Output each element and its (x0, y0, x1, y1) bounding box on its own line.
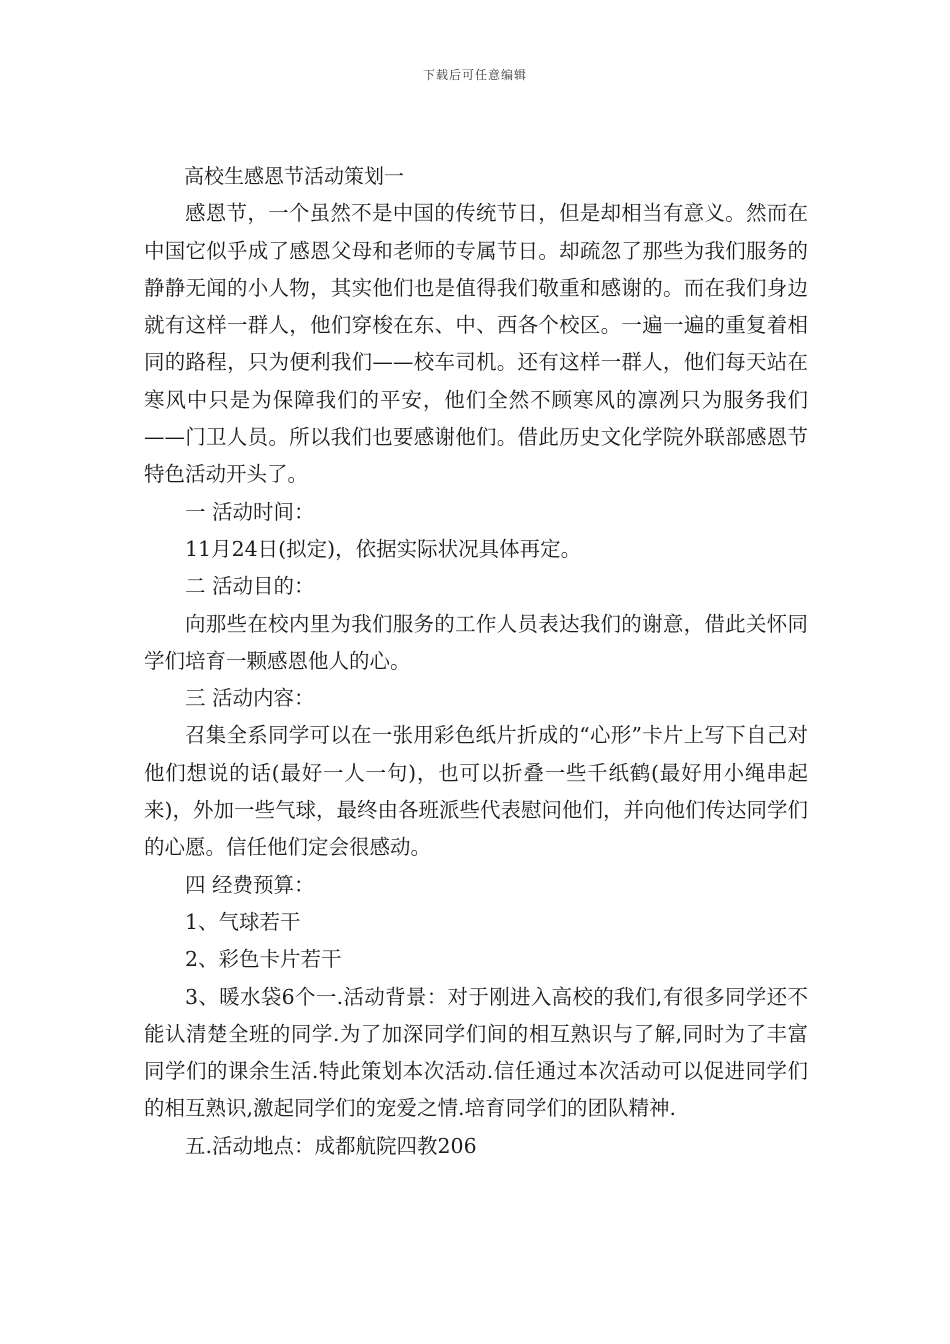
section-heading-content: 三 活动内容： (185, 686, 315, 711)
paragraph-location: 五.活动地点：成都航院四教206 (185, 1133, 477, 1158)
list-item-budget-2: 2、彩色卡片若干 (185, 947, 342, 972)
paragraph-content: 召集全系同学可以在一张用彩色纸片折成的“心形”卡片上写下自己对他们想说的话(最好一人一句)，也可以折叠一些千纸鹤(最好用小绳串起来)，外加一些气球，最终由各班派些代表慰问他们，并向他们传达同学们的心愿。信任他们定会很感动。 (144, 723, 808, 860)
list-item-budget-3: 3、暖水袋6个一.活动背景：对于刚进入高校的我们,有很多同学还不能认清楚全班的同学.为了加深同学们间的相互熟识与了解,同时为了丰富同学们的课余生活.特此策划本次活动.信任通过本次活动可以促进同学们的相互熟识,激起同学们的宠爱之情.培育同学们的团队精神. (144, 984, 808, 1121)
list-item-budget-1: 1、气球若干 (185, 909, 301, 934)
paragraph-intro: 感恩节，一个虽然不是中国的传统节日，但是却相当有意义。然而在中国它似乎成了感恩父母和老师的专属节日。却疏忽了那些为我们服务的静静无闻的小人物，其实他们也是值得我们敬重和感谢的。而在我们身边就有这样一群人，他们穿梭在东、中、西各个校区。一遍一遍的重复着相同的路程，只为便利我们——校车司机。还有这样一群人，他们每天站在寒风中只是为保障我们的平安，他们全然不顾寒风的凛冽只为服务我们——门卫人员。所以我们也要感谢他们。借此历史文化学院外联部感恩节特色活动开头了。 (144, 201, 808, 487)
section-heading-time: 一 活动时间： (185, 499, 315, 524)
paragraph-purpose: 向那些在校内里为我们服务的工作人员表达我们的谢意，借此关怀同学们培育一颗感恩他人的心。 (144, 611, 808, 673)
document-body (144, 158, 808, 1165)
paragraph-time: 11月24日(拟定)，依据实际状况具体再定。 (185, 536, 582, 561)
document-title: 高校生感恩节活动策划一 (184, 164, 404, 188)
page-header: 下载后可任意编辑 (422, 68, 527, 82)
section-heading-budget: 四 经费预算： (185, 872, 315, 897)
section-heading-purpose: 二 活动目的： (185, 574, 315, 599)
